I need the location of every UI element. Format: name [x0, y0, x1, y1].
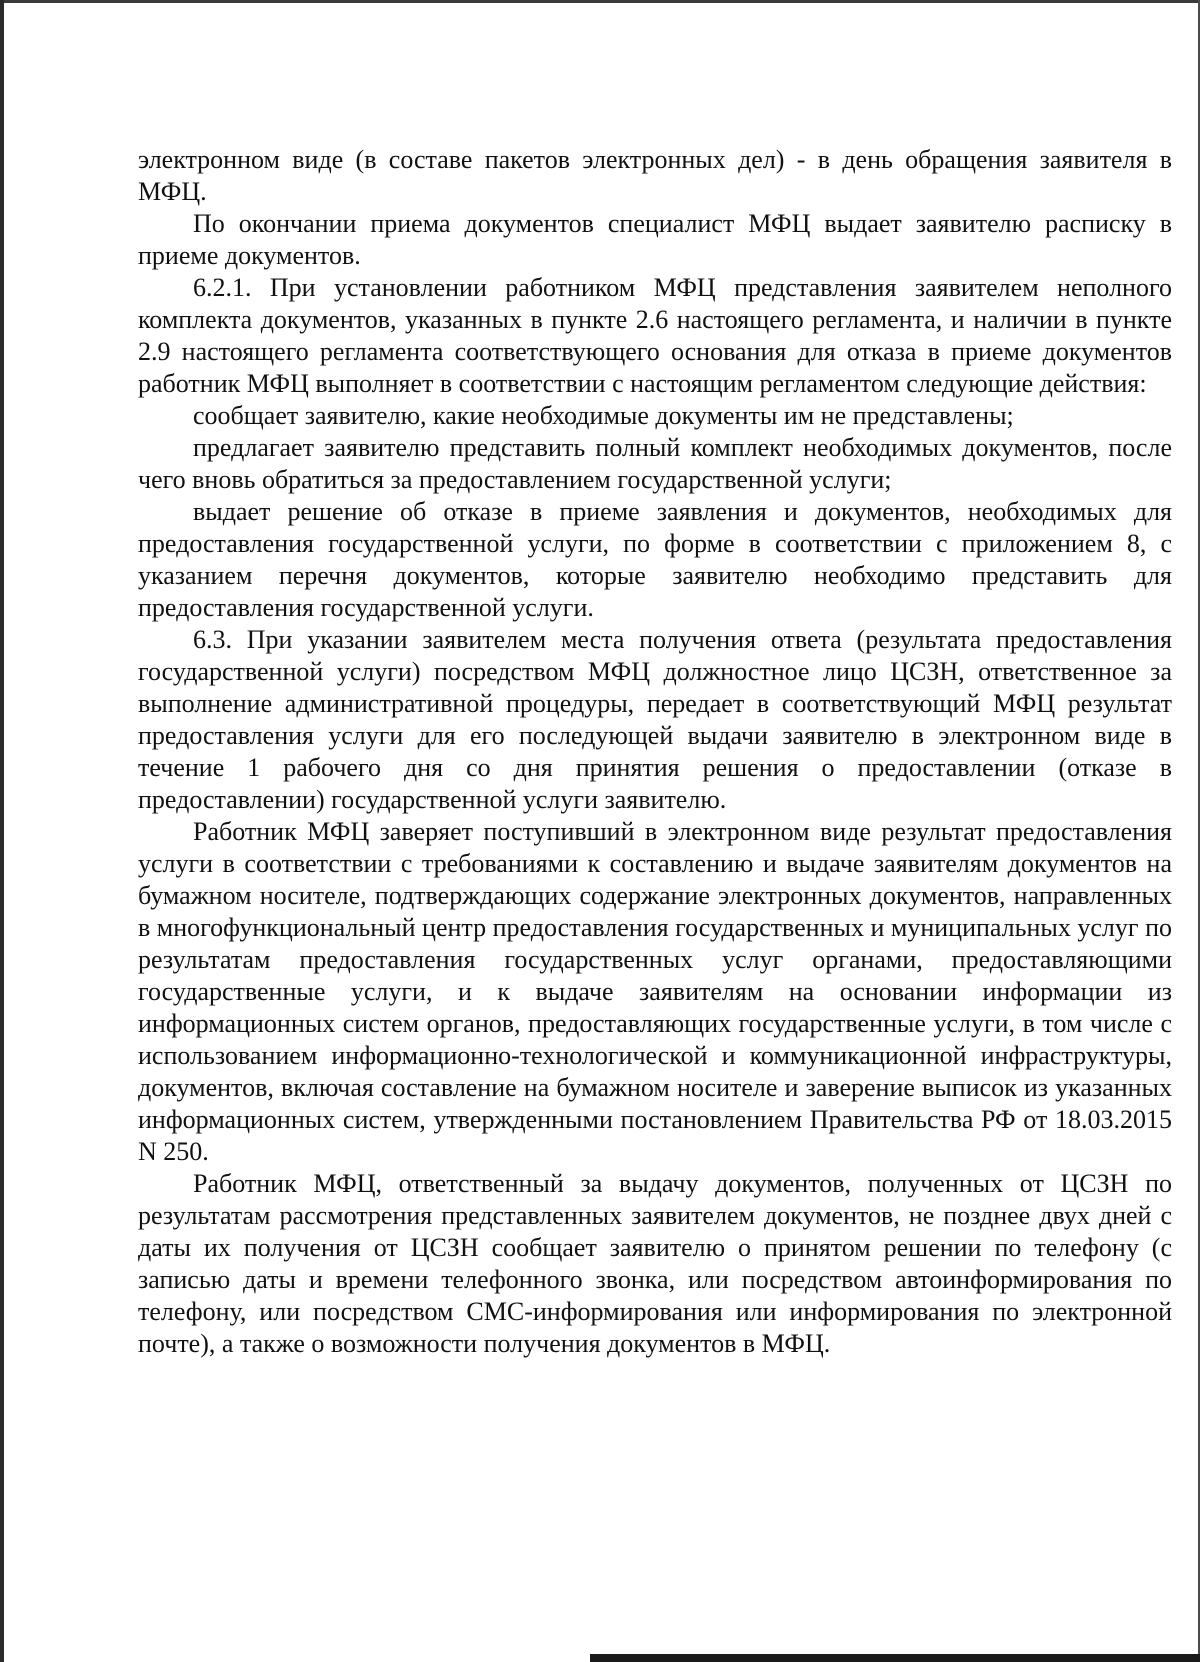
- paragraph-action-offer: предлагает заявителю представить полный комплект необходимых документов, после чего вновь обратиться за предоставлением государственной услуги;: [138, 433, 1172, 494]
- paragraph-continuation: электронном виде (в составе пакетов электронных дел) - в день обращения заявителя в МФЦ.: [138, 145, 1172, 206]
- paragraph-receipt: По окончании приема документов специалист МФЦ выдает заявителю расписку в приеме документов.: [138, 209, 1172, 270]
- paragraph-6-2-1: 6.2.1. При установлении работником МФЦ представления заявителем неполного комплекта документов, указанных в пункте 2.6 настоящего регламента, и наличии в пункте 2.9 настоящего регламента соответствующего основания для отказа в приеме документов работник МФЦ выполняет в соответствии с настоящим регламентом следующие действия:: [138, 273, 1172, 398]
- scan-border-top: [0, 0, 1200, 3]
- paragraph-action-refusal: выдает решение об отказе в приеме заявления и документов, необходимых для предоставления государственной услуги, по форме в соответствии с приложением 8, с указанием перечня документов, которые заявителю необходимо представить для предоставления государственной услуги.: [138, 497, 1172, 622]
- paragraph-6-3: 6.3. При указании заявителем места получения ответа (результата предоставления государственной услуги) посредством МФЦ должностное лицо ЦСЗН, ответственное за выполнение административной процедуры, передает в соответствующий МФЦ результат предоставления услуги для его последующей выдачи заявителю в электронном виде в течение 1 рабочего дня со дня принятия решения о предоставлении (отказе в предоставлении) государственной услуги заявителю.: [138, 625, 1172, 814]
- document-page: [138, 144, 1172, 1360]
- paragraph-notification: Работник МФЦ, ответственный за выдачу документов, полученных от ЦСЗН по результатам рассмотрения представленных заявителем документов, не позднее двух дней с даты их получения от ЦСЗН сообщает заявителю о принятом решении по телефону (с записью даты и времени телефонного звонка, или посредством автоинформирования по телефону, или посредством СМС-информирования или информирования по электронной почте), а также о возможности получения документов в МФЦ.: [138, 1169, 1172, 1358]
- paragraph-certification: Работник МФЦ заверяет поступивший в электронном виде результат предоставления услуги в соответствии с требованиями к составлению и выдаче заявителям документов на бумажном носителе, подтверждающих содержание электронных документов, направленных в многофункциональный центр предоставления государственных и муниципальных услуг по результатам предоставления государственных услуг органами, предоставляющими государственные услуги, и к выдаче заявителям на основании информации из информационных систем органов, предоставляющих государственные услуги, в том числе с использованием информационно-технологической и коммуникационной инфраструктуры, документов, включая составление на бумажном носителе и заверение выписок из указанных информационных систем, утвержденными постановлением Правительства РФ от 18.03.2015 N 250.: [138, 817, 1172, 1166]
- scan-border-bottom: [590, 1654, 1200, 1662]
- paragraph-action-inform: сообщает заявителю, какие необходимые документы им не представлены;: [193, 401, 1014, 430]
- scan-border-left: [0, 0, 4, 1662]
